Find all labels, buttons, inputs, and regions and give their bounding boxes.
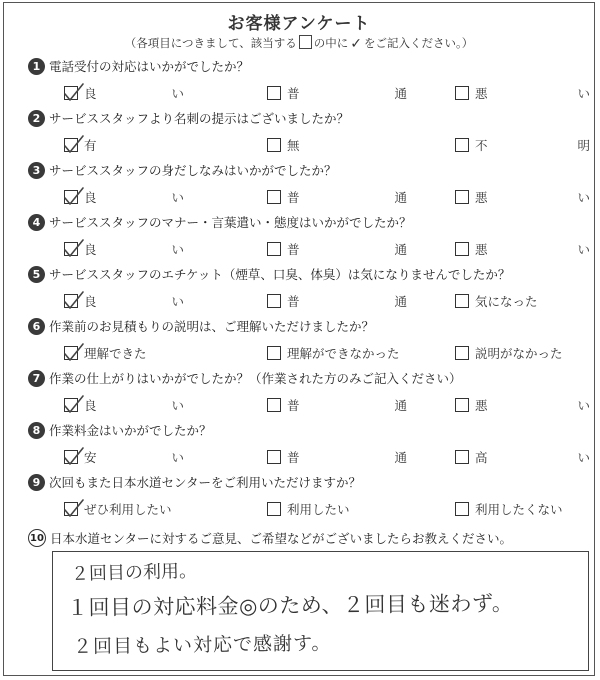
question-2-header (28, 109, 349, 127)
answer-label-part: 普 (287, 294, 300, 309)
answer-label (84, 500, 184, 518)
answer-label-part: い (577, 86, 590, 101)
question-text: サービススタッフより名刺の提示はございましたか？ (49, 111, 350, 126)
page-title: お客様アンケート (227, 14, 371, 34)
comment-box[interactable] (52, 551, 589, 671)
answer-option[interactable] (64, 135, 184, 155)
answer-options (4, 447, 594, 467)
answer-options (4, 187, 594, 207)
answer-option[interactable] (64, 291, 184, 311)
answer-label (287, 292, 407, 310)
answer-label-part: い (171, 294, 184, 309)
answer-label-part: 普 (287, 242, 300, 257)
question-text: 作業料金はいかがでしたか？ (49, 423, 212, 438)
answer-checkbox[interactable] (267, 398, 281, 412)
answer-label-part: 通 (394, 398, 407, 413)
answer-label (475, 344, 590, 362)
answer-label-part: 通 (394, 294, 407, 309)
question-number-badge: 8 (28, 422, 45, 439)
question-6-header (28, 317, 374, 335)
answer-label-part: 普 (287, 86, 300, 101)
answer-option[interactable] (267, 187, 407, 207)
answer-option[interactable] (267, 395, 407, 415)
answer-option[interactable] (64, 239, 184, 259)
answer-label-part: い (577, 450, 590, 465)
answer-options (4, 395, 594, 415)
answer-label-part: 良 (84, 86, 97, 101)
handwritten-check-icon (63, 342, 85, 362)
handwritten-check-icon (63, 446, 85, 466)
question-text: サービススタッフの身だしなみはいかがでしたか？ (49, 163, 337, 178)
answer-label-part: 不 (475, 138, 488, 153)
question-1 (4, 57, 594, 107)
answer-label-part: 良 (84, 398, 97, 413)
answer-checkbox[interactable] (455, 502, 469, 516)
question-number-badge: 3 (28, 162, 45, 179)
answer-label-part: 通 (394, 450, 407, 465)
answer-label (84, 448, 184, 466)
answer-label (287, 448, 407, 466)
answer-label (84, 292, 184, 310)
answer-label (287, 396, 407, 414)
answer-label-part: 通 (394, 86, 407, 101)
answer-label (84, 84, 184, 102)
answer-option[interactable] (64, 499, 184, 519)
answer-checkbox[interactable] (455, 346, 469, 360)
answer-label (84, 188, 184, 206)
answer-option[interactable] (267, 291, 407, 311)
question-number-badge: 9 (28, 474, 45, 491)
question-text: サービススタッフのエチケット（煙草、口臭、体臭）は気になりませんでしたか？ (49, 267, 511, 282)
answer-checkbox[interactable] (455, 190, 469, 204)
answer-option[interactable] (64, 395, 184, 415)
check-mark-icon: ✓ (350, 36, 363, 52)
answer-label-part: い (577, 190, 590, 205)
answer-checkbox[interactable] (267, 450, 281, 464)
survey-sheet (3, 2, 595, 676)
question-4-header (28, 213, 412, 231)
answer-label-part: 悪 (475, 398, 488, 413)
answer-label (287, 84, 407, 102)
answer-option[interactable] (455, 395, 590, 415)
answer-checkbox[interactable] (64, 398, 78, 412)
question-8 (4, 421, 594, 471)
answer-checkbox[interactable] (64, 450, 78, 464)
handwritten-check-icon (63, 498, 85, 518)
question-9-header (28, 473, 361, 491)
answer-option[interactable] (455, 135, 590, 155)
answer-options (4, 499, 594, 519)
answer-label (475, 500, 590, 518)
answer-option[interactable] (267, 83, 407, 103)
answer-option[interactable] (267, 135, 407, 155)
answer-checkbox[interactable] (455, 450, 469, 464)
answer-label-part: 良 (84, 294, 97, 309)
answer-label-part: 良 (84, 190, 97, 205)
answer-options (4, 135, 594, 155)
answer-checkbox[interactable] (267, 190, 281, 204)
handwritten-check-icon (63, 290, 85, 310)
answer-options (4, 83, 594, 103)
question-3 (4, 161, 594, 211)
answer-checkbox[interactable] (267, 294, 281, 308)
question-number-badge: 10 (28, 529, 46, 547)
answer-checkbox[interactable] (455, 242, 469, 256)
answer-label-part: い (171, 398, 184, 413)
answer-checkbox[interactable] (455, 86, 469, 100)
answer-checkbox[interactable] (267, 138, 281, 152)
answer-label-part: い (171, 450, 184, 465)
handwritten-check-icon (63, 82, 85, 102)
answer-label-part: 理解ができなかった (287, 346, 400, 361)
handwritten-line-2: １回目の対応料金◎のため、２回目も迷わず。 (66, 591, 514, 620)
answer-label-part: 良 (84, 242, 97, 257)
answer-label-part: 説明がなかった (475, 346, 563, 361)
question-3-header (28, 161, 337, 179)
answer-options (4, 343, 594, 363)
handwritten-check-icon (63, 238, 85, 258)
answer-label (475, 136, 590, 154)
answer-label (84, 396, 184, 414)
answer-label-part: 利用したい (287, 502, 350, 517)
question-text: サービススタッフのマナー・言葉遣い・態度はいかがでしたか？ (49, 215, 412, 230)
answer-option[interactable] (455, 291, 590, 311)
question-5 (4, 265, 594, 315)
answer-checkbox[interactable] (267, 242, 281, 256)
answer-options (4, 239, 594, 259)
answer-label (287, 136, 407, 154)
answer-label-part: 通 (394, 190, 407, 205)
question-4 (4, 213, 594, 263)
handwritten-line-3: ２回目もよい対応で感謝す。 (72, 632, 332, 658)
answer-checkbox[interactable] (64, 294, 78, 308)
handwritten-check-icon (63, 186, 85, 206)
instruction-before: （各項目につきまして、該当する (124, 36, 297, 50)
answer-checkbox[interactable] (64, 242, 78, 256)
answer-label (84, 136, 184, 154)
question-7-header (28, 369, 462, 387)
question-7 (4, 369, 594, 419)
answer-label-part: 普 (287, 450, 300, 465)
answer-label-part: 明 (577, 138, 590, 153)
answer-label-part: い (171, 242, 184, 257)
answer-label-part: ぜひ利用したい (84, 502, 172, 517)
answer-label (475, 292, 590, 310)
question-text: 日本水道センターに対するご意見、ご希望などがございましたらお教えください。 (50, 531, 513, 546)
instruction-middle: の中に (313, 36, 349, 50)
answer-label-part: い (171, 190, 184, 205)
question-number-badge: 7 (28, 370, 45, 387)
answer-option[interactable] (64, 83, 184, 103)
answer-option[interactable] (267, 499, 407, 519)
question-9 (4, 473, 594, 523)
answer-checkbox[interactable] (455, 138, 469, 152)
answer-label-part: 普 (287, 398, 300, 413)
answer-label (287, 500, 407, 518)
answer-checkbox[interactable] (64, 190, 78, 204)
answer-option[interactable] (64, 343, 184, 363)
answer-label-part: 理解できた (84, 346, 147, 361)
answer-label-part: 高 (475, 450, 488, 465)
handwritten-check-icon (63, 394, 85, 414)
answer-option[interactable] (455, 239, 590, 259)
answer-label (287, 188, 407, 206)
answer-label (475, 396, 590, 414)
question-text: 次回もまた日本水道センターをご利用いただけますか？ (49, 475, 362, 490)
answer-label-part: 普 (287, 190, 300, 205)
question-text: 電話受付の対応はいかがでしたか？ (49, 59, 250, 74)
question-1-header (28, 57, 249, 75)
answer-label (84, 240, 184, 258)
answer-checkbox[interactable] (64, 346, 78, 360)
instruction-text (4, 35, 594, 52)
question-8-header (28, 421, 212, 439)
question-text: 作業の仕上がりはいかがでしたか？（作業された方のみご記入ください） (49, 371, 462, 386)
answer-label-part: 悪 (475, 242, 488, 257)
answer-checkbox[interactable] (455, 294, 469, 308)
answer-options (4, 291, 594, 311)
answer-label (475, 188, 590, 206)
answer-label (475, 240, 590, 258)
answer-label-part: 利用したくない (475, 502, 563, 517)
answer-label (287, 344, 407, 362)
question-6 (4, 317, 594, 367)
question-number-badge: 2 (28, 110, 45, 127)
answer-checkbox[interactable] (267, 86, 281, 100)
answer-option[interactable] (64, 187, 184, 207)
empty-box-icon (299, 35, 312, 49)
answer-checkbox[interactable] (455, 398, 469, 412)
answer-option[interactable] (64, 447, 184, 467)
answer-option[interactable] (455, 83, 590, 103)
question-2 (4, 109, 594, 159)
answer-option[interactable] (455, 343, 590, 363)
answer-checkbox[interactable] (64, 86, 78, 100)
answer-label-part: 安 (84, 450, 97, 465)
answer-label-part: 有 (84, 138, 97, 153)
instruction-after: をご記入ください。） (364, 36, 474, 50)
question-number-badge: 5 (28, 266, 45, 283)
answer-checkbox[interactable] (64, 502, 78, 516)
answer-label (84, 344, 184, 362)
answer-label-part: 通 (394, 242, 407, 257)
answer-option[interactable] (455, 499, 590, 519)
question-number-badge: 4 (28, 214, 45, 231)
answer-label-part: 悪 (475, 86, 488, 101)
answer-label-part: い (577, 242, 590, 257)
question-number-badge: 1 (28, 58, 45, 75)
answer-option[interactable] (455, 447, 590, 467)
handwritten-line-1: ２回目の利用。 (70, 560, 198, 585)
answer-option[interactable] (267, 447, 407, 467)
answer-label (475, 84, 590, 102)
answer-label-part: 悪 (475, 190, 488, 205)
answer-label-part: い (577, 398, 590, 413)
answer-label-part: い (171, 86, 184, 101)
answer-checkbox[interactable] (267, 346, 281, 360)
answer-label (287, 240, 407, 258)
question-text: 作業前のお見積もりの説明は、ご理解いただけましたか？ (49, 319, 375, 334)
answer-option[interactable] (267, 239, 407, 259)
answer-label-part: 無 (287, 138, 300, 153)
answer-option[interactable] (267, 343, 407, 363)
answer-checkbox[interactable] (267, 502, 281, 516)
handwritten-check-icon (63, 134, 85, 154)
answer-checkbox[interactable] (64, 138, 78, 152)
answer-option[interactable] (455, 187, 590, 207)
question-10-header (28, 529, 512, 547)
question-5-header (28, 265, 510, 283)
answer-label (475, 448, 590, 466)
answer-label-part: 気になった (475, 294, 538, 309)
question-number-badge: 6 (28, 318, 45, 335)
